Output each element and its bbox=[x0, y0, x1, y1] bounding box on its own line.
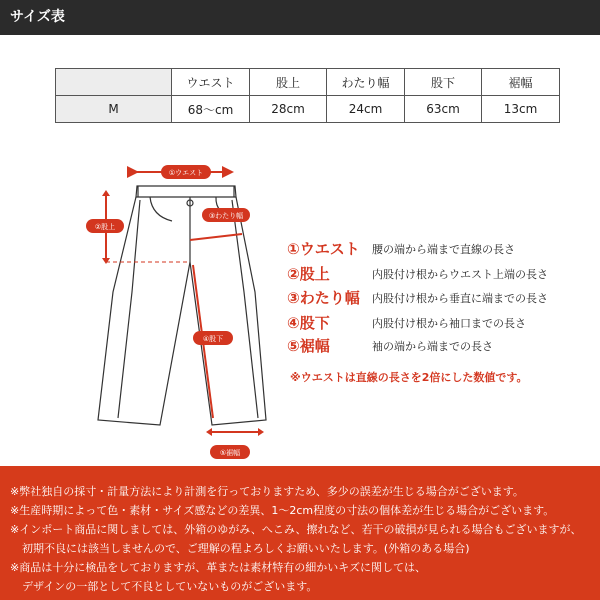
legend-description: 内股付け根から垂直に端までの長さ bbox=[372, 292, 548, 305]
waist-note: ※ウエストは直線の長さを2倍にした数値です。 bbox=[290, 371, 528, 384]
thigh-arrow bbox=[190, 234, 242, 240]
waist-label: ①ウエスト bbox=[168, 169, 204, 177]
column-header-waist: ウエスト bbox=[172, 69, 250, 96]
legend-description: 袖の端から端までの長さ bbox=[372, 340, 493, 353]
column-header-inseam: 股下 bbox=[405, 69, 482, 96]
thigh-label: ③わたり幅 bbox=[208, 212, 244, 220]
size-table-header-row bbox=[56, 69, 560, 96]
column-header-rise: 股上 bbox=[250, 69, 327, 96]
thigh-value-cell: 24cm bbox=[327, 96, 405, 123]
disclaimer-line: 初期不良には該当しませんので、ご理解の程よろしくお願いいたします。(外箱のある場合) bbox=[22, 542, 470, 555]
pants-diagram bbox=[0, 150, 280, 466]
legend-description: 内股付け根から袖口までの長さ bbox=[372, 317, 526, 330]
table-corner-cell bbox=[56, 69, 172, 96]
inseam-label: ④股下 bbox=[202, 335, 224, 343]
hem-label: ⑤裾幅 bbox=[219, 449, 241, 457]
hem-value-cell: 13cm bbox=[482, 96, 560, 123]
legend-term: ①ウエスト bbox=[287, 240, 360, 258]
table-row bbox=[56, 96, 560, 123]
rise-label: ②股上 bbox=[94, 223, 116, 231]
legend-term: ④股下 bbox=[287, 314, 330, 332]
page-title: サイズ表 bbox=[10, 9, 65, 25]
disclaimer-line: デザインの一部として不良としていないものがございます。 bbox=[22, 580, 318, 593]
size-label-cell: M bbox=[56, 96, 172, 123]
waist-value-cell: 68〜cm bbox=[172, 96, 250, 123]
page-header bbox=[0, 0, 600, 35]
disclaimer-line: ※弊社独自の採寸・計量方法により計測を行っておりますため、多少の誤差が生じる場合がございます。 bbox=[10, 485, 524, 498]
legend-description: 内股付け根からウエスト上端の長さ bbox=[372, 268, 548, 281]
column-header-hem: 裾幅 bbox=[482, 69, 560, 96]
disclaimer-line: ※商品は十分に検品をしておりますが、革または素材特有の細かいキズに関しては、 bbox=[10, 561, 426, 574]
rise-value-cell: 28cm bbox=[250, 96, 327, 123]
disclaimer-line: ※生産時期によって色・素材・サイズ感などの差異、1〜2cm程度の寸法の個体差が生じる場合がございます。 bbox=[10, 504, 555, 517]
disclaimer-line: ※インポート商品に関しましては、外箱のゆがみ、へこみ、擦れなど、若干の破損が見られる場合もございますが、 bbox=[10, 523, 582, 536]
size-table bbox=[55, 68, 560, 123]
legend-term: ③わたり幅 bbox=[287, 289, 360, 307]
disclaimer-footer bbox=[0, 466, 600, 600]
legend-term: ⑤裾幅 bbox=[287, 337, 330, 355]
inseam-value-cell: 63cm bbox=[405, 96, 482, 123]
legend-description: 腰の端から端まで直線の長さ bbox=[372, 243, 515, 256]
column-header-thigh: わたり幅 bbox=[327, 69, 405, 96]
legend-term: ②股上 bbox=[287, 265, 330, 283]
